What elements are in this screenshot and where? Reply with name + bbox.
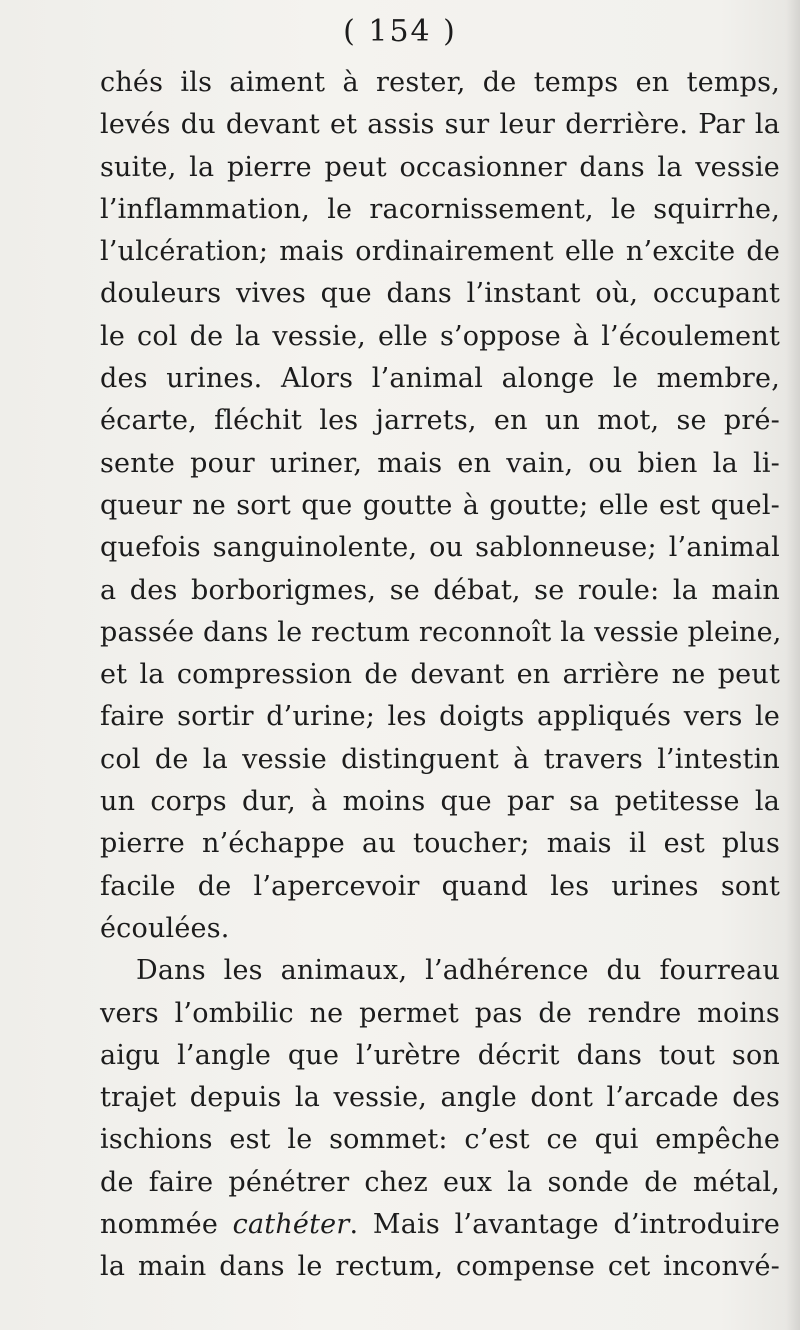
text-span: . Mais l’avantage d’introduire [349,1209,780,1241]
text-line: l’inflammation, le racornissement, le squirrhe, [100,193,780,225]
text-line-with-italic [100,1204,780,1246]
italic-term: cathéter [232,1209,350,1241]
page-number: ( 154 ) [343,14,457,49]
text-line: trajet depuis la vessie, angle dont l’arcade des [100,1082,780,1114]
text-line: Dans les animaux, l’adhérence du fourreau [136,955,780,987]
text-span: nommée [100,1209,233,1241]
text-line: a des borborigmes, se débat, se roule: la main [100,574,780,606]
text-line: suite, la pierre peut occasionner dans la vessie [100,151,780,183]
text-line: vers l’ombilic ne permet pas de rendre moins [100,997,780,1029]
text-line: et la compression de devant en arrière ne peut [100,659,780,691]
text-line: ischions est le sommet: c’est ce qui empêche [100,1124,780,1156]
body-text [100,62,780,1289]
text-line: un corps dur, à moins que par sa petitesse la [100,786,780,818]
text-line: de faire pénétrer chez eux la sonde de métal, [100,1166,780,1198]
text-line: le col de la vessie, elle s’oppose à l’écoulement [100,320,780,352]
text-line: l’ulcération; mais ordinairement elle n’excite de [100,236,780,268]
text-line: quefois sanguinolente, ou sablonneuse; l’animal [100,532,780,564]
text-line: aigu l’angle que l’urètre décrit dans tout son [100,1039,780,1071]
text-line: faire sortir d’urine; les doigts appliqués vers le [100,701,780,733]
paragraph-2 [100,950,780,1288]
text-line: la main dans le rectum, compense cet inconvé- [100,1251,780,1283]
text-line: écoulées. [100,912,230,944]
text-line: des urines. Alors l’animal alonge le membre, [100,363,780,395]
text-line: douleurs vives que dans l’instant où, occupant [100,278,780,310]
text-line: facile de l’apercevoir quand les urines sont [100,870,780,902]
text-line: levés du devant et assis sur leur derrière. Par la [100,109,780,141]
page-edge-shadow [786,0,800,1330]
text-line: écarte, fléchit les jarrets, en un mot, se pré- [100,405,780,437]
text-line: passée dans le rectum reconnoît la vessie pleine, [100,616,782,648]
paragraph-1 [100,62,780,950]
text-line: pierre n’échappe au toucher; mais il est plus [100,828,780,860]
text-line: queur ne sort que goutte à goutte; elle est quel- [100,489,780,521]
text-line: chés ils aiment à rester, de temps en temps, [100,67,780,98]
text-line: sente pour uriner, mais en vain, ou bien la li- [100,447,780,479]
text-line: col de la vessie distinguent à travers l’intestin [100,743,780,775]
